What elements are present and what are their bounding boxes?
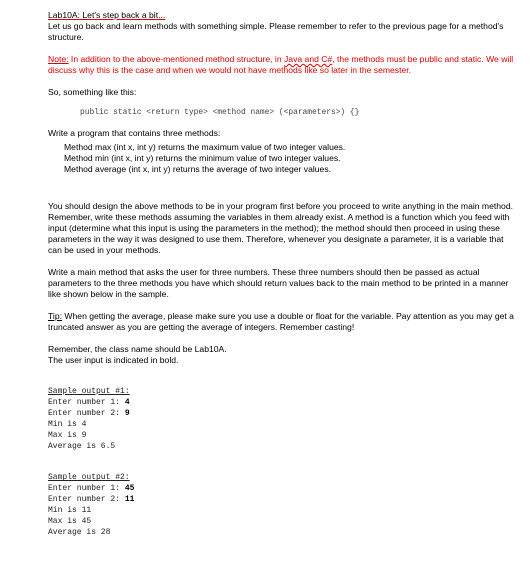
lab-title: Lab10A: Let's step back a bit...: [48, 10, 166, 20]
sample-1-min: Min is 4: [48, 419, 87, 429]
sample-2-min: Min is 11: [48, 506, 92, 516]
intro-paragraph: Let us go back and learn methods with something simple. Please remember to refer to the previous page for a method's structure.: [48, 21, 504, 42]
sample-output-1: [48, 387, 518, 452]
remember-text: Remember, the class name should be Lab10A.: [48, 344, 227, 354]
sample-output-2: [48, 473, 518, 538]
sample-2-max: Max is 45: [48, 517, 92, 527]
note-paragraph: [48, 54, 518, 76]
note-text-post: , the methods must be public and static. We will discuss why this is the case and when we would not have methods like so later in the semester.: [48, 54, 514, 75]
sample-1-input-2: 9: [124, 408, 130, 418]
code-signature: public static <return type> <method name> (<parameters>) {}: [80, 108, 360, 117]
sample-1-max: Max is 9: [48, 430, 87, 440]
sample-2-header: Sample output #2:: [48, 473, 130, 483]
tip-paragraph: [48, 311, 518, 333]
note-language: Java and C#: [284, 54, 333, 64]
tip-text: When getting the average, please make sure you use a double or float for the variable. Pay attention as you may get a truncated answer as you are getting the average of integers. Remember casting!: [48, 311, 514, 332]
sample-1-header: Sample output #1:: [48, 387, 130, 396]
method-max: Method max (int x, int y) returns the maximum value of two integer values.: [64, 142, 346, 152]
sample-2-line-2: [48, 495, 518, 506]
method-list: [64, 142, 518, 175]
sample-1-prompt-2: Enter number 2:: [48, 408, 125, 418]
write-program-text: Write a program that contains three methods:: [48, 128, 221, 138]
design-paragraph: You should design the above methods to be in your program first before you proceed to write anything in the main method. Remember, write these methods assuming the variables in them already exist. A method is a function which you feed with input (determine what this input is using the parameters in the method); the method should then proceed in using these parameters in the way it was designed to use them. Therefore, whenever you designate a parameter, it is a variable that can be used in your methods.: [48, 201, 513, 255]
note-label: Note:: [48, 54, 69, 64]
sample-2-average: Average is 28: [48, 527, 111, 537]
sample-1-prompt-1: Enter number 1:: [48, 397, 125, 407]
bold-note: The user input is indicated in bold.: [48, 355, 179, 365]
tip-label: Tip:: [48, 311, 63, 321]
main-method-paragraph: Write a main method that asks the user for three numbers. These three numbers should then be passed as actual parameters to the three methods you have which should return values back to the main method to be printed in a manner like shown below in the sample.: [48, 267, 509, 299]
sample-2-line-1: [48, 484, 518, 495]
note-text-pre: In addition to the above-mentioned method structure, in: [68, 54, 284, 64]
method-min: Method min (int x, int y) returns the minimum value of two integer values.: [64, 153, 341, 163]
sample-2-input-1: 45: [124, 484, 135, 494]
so-text: So, something like this:: [48, 87, 137, 97]
sample-1-input-1: 4: [124, 397, 130, 407]
document-page: [48, 10, 518, 539]
sample-2-prompt-2: Enter number 2:: [48, 495, 125, 505]
sample-1-line-2: [48, 409, 518, 420]
method-average: Method average (int x, int y) returns the average of two integer values.: [64, 164, 332, 174]
sample-2-prompt-1: Enter number 1:: [48, 484, 125, 494]
sample-1-line-1: [48, 398, 518, 409]
sample-2-input-2: 11: [124, 495, 135, 505]
sample-1-average: Average is 6.5: [48, 441, 116, 451]
